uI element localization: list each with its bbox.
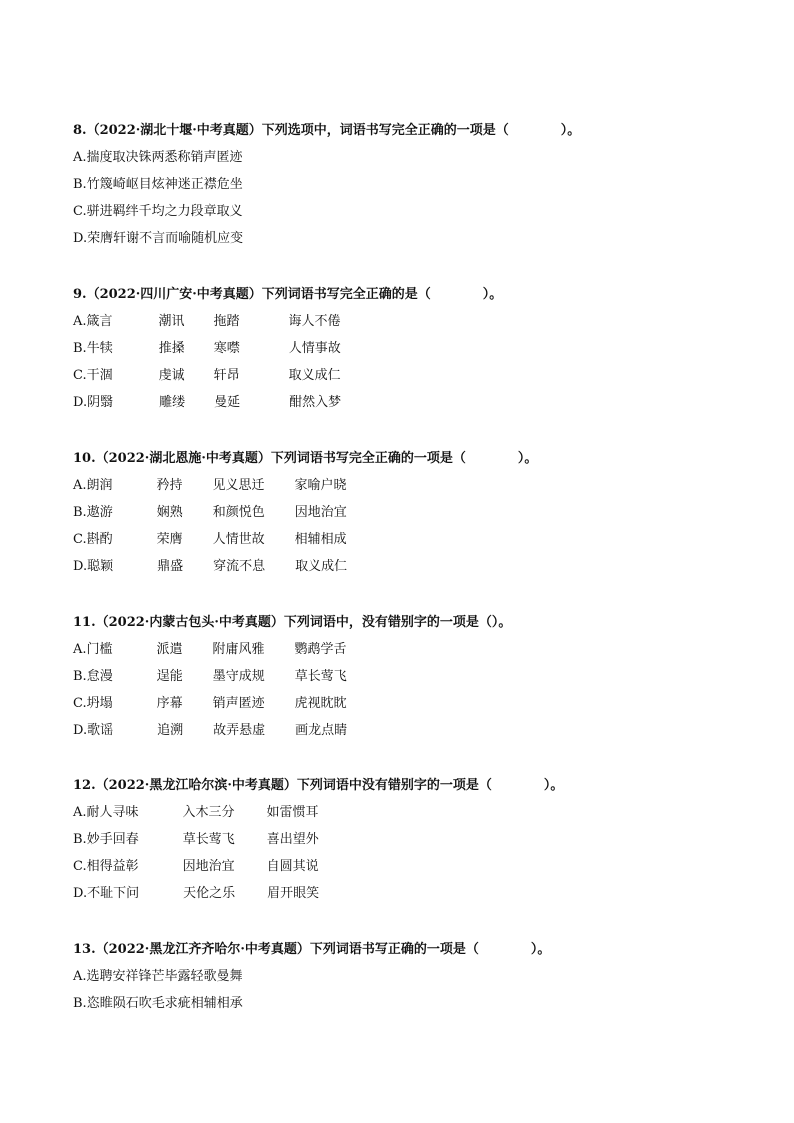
- option-letter: D.: [73, 559, 88, 574]
- option-letter: C.: [73, 532, 87, 547]
- option-b[interactable]: [73, 668, 753, 695]
- option-letter: D.: [73, 723, 88, 738]
- option-word: 喜出望外: [266, 832, 319, 847]
- option-word: 寒噤: [213, 341, 240, 356]
- option-word: 天伦之乐: [183, 886, 236, 901]
- option-word: 穿流不息: [213, 559, 266, 574]
- question-stem: 13.（2022·黑龙江齐齐哈尔·中考真题）下列词语书写正确的一项是（ ）。: [73, 942, 551, 957]
- question-stem: 10.（2022·湖北恩施·中考真题）下列词语书写完全正确的一项是（ ）。: [73, 451, 538, 466]
- option-word: 取义成仁: [288, 368, 341, 383]
- option-text: 选聘安祥锋芒毕露轻歌曼舞: [86, 969, 243, 984]
- option-b[interactable]: [73, 176, 753, 203]
- option-word: 推搡: [158, 341, 185, 356]
- option-word: 娴熟: [156, 505, 183, 520]
- option-word: 人情世故: [212, 532, 265, 547]
- option-word: 草长莺飞: [182, 832, 235, 847]
- option-word: 相辅相成: [294, 532, 347, 547]
- option-word: 荣膺: [156, 532, 183, 547]
- option-word: 遨游: [86, 505, 113, 520]
- option-text: 竹篾崎岖目炫神迷正襟危坐: [86, 177, 243, 192]
- option-letter: B.: [73, 177, 87, 192]
- option-word: 怠漫: [86, 669, 113, 684]
- option-word: 酣然入梦: [289, 395, 342, 410]
- option-a[interactable]: [73, 477, 753, 504]
- option-letter: C.: [73, 696, 87, 711]
- option-a[interactable]: [73, 968, 753, 995]
- option-letter: D.: [73, 395, 88, 410]
- option-word: 妙手回春: [86, 832, 139, 847]
- option-a[interactable]: [73, 149, 753, 176]
- option-d[interactable]: [73, 885, 753, 912]
- option-c[interactable]: [73, 695, 753, 722]
- option-word: 斟酌: [86, 532, 113, 547]
- option-text: 荣膺轩谢不言而喻随机应变: [87, 231, 244, 246]
- option-d[interactable]: [73, 230, 753, 257]
- option-letter: A.: [73, 969, 87, 984]
- question-10: [73, 450, 753, 585]
- option-word: 牛犊: [86, 341, 113, 356]
- option-text: 恣睢陨石吹毛求疵相辅相承: [86, 996, 243, 1011]
- option-word: 干涸: [86, 368, 113, 383]
- option-word: 潮讯: [158, 314, 185, 329]
- option-text: 揣度取决铢两悉称销声匿迹: [86, 150, 243, 165]
- option-letter: B.: [73, 341, 87, 356]
- option-letter: D.: [73, 231, 88, 246]
- question-stem: 12.（2022·黑龙江哈尔滨·中考真题）下列词语中没有错别字的一项是（ ）。: [73, 778, 564, 793]
- option-word: 人情事故: [288, 341, 341, 356]
- option-word: 拖踏: [213, 314, 240, 329]
- question-11: [73, 614, 753, 749]
- option-word: 和颜悦色: [212, 505, 265, 520]
- option-letter: A.: [73, 642, 87, 657]
- option-word: 轩昂: [213, 368, 240, 383]
- option-d[interactable]: [73, 394, 753, 421]
- option-word: 序幕: [156, 696, 183, 711]
- option-word: 鼎盛: [157, 559, 184, 574]
- option-word: 门槛: [86, 642, 113, 657]
- option-b[interactable]: [73, 340, 753, 367]
- option-word: 阴翳: [87, 395, 114, 410]
- option-letter: B.: [73, 996, 87, 1011]
- question-8: [73, 122, 753, 257]
- option-word: 坍塌: [86, 696, 113, 711]
- option-letter: B.: [73, 669, 87, 684]
- option-letter: C.: [73, 859, 87, 874]
- option-letter: B.: [73, 832, 87, 847]
- option-word: 诲人不倦: [288, 314, 341, 329]
- option-b[interactable]: [73, 995, 753, 1022]
- option-word: 虎视眈眈: [294, 696, 347, 711]
- option-word: 因地治宜: [294, 505, 347, 520]
- option-word: 朗润: [86, 478, 113, 493]
- option-word: 歌谣: [87, 723, 114, 738]
- option-word: 鹦鹉学舌: [294, 642, 347, 657]
- question-stem: 11.（2022·内蒙古包头·中考真题）下列词语中，没有错别字的一项是（）。: [73, 615, 512, 630]
- option-word: 不耻下问: [87, 886, 140, 901]
- option-word: 派遣: [156, 642, 183, 657]
- option-word: 因地治宜: [182, 859, 235, 874]
- option-word: 箴言: [86, 314, 113, 329]
- option-word: 追溯: [157, 723, 184, 738]
- option-word: 附庸风雅: [212, 642, 265, 657]
- option-word: 画龙点睛: [295, 723, 348, 738]
- option-letter: C.: [73, 368, 87, 383]
- option-d[interactable]: [73, 722, 753, 749]
- option-word: 虔诚: [158, 368, 185, 383]
- option-word: 家喻户晓: [294, 478, 347, 493]
- option-word: 取义成仁: [295, 559, 348, 574]
- option-word: 故弄悬虚: [213, 723, 266, 738]
- option-word: 墨守成规: [212, 669, 265, 684]
- option-letter: C.: [73, 204, 87, 219]
- option-word: 耐人寻味: [86, 805, 139, 820]
- option-word: 聪颖: [87, 559, 114, 574]
- option-letter: A.: [73, 478, 87, 493]
- option-letter: A.: [73, 314, 87, 329]
- option-word: 见义思迁: [212, 478, 265, 493]
- option-c[interactable]: [73, 858, 753, 885]
- option-word: 雕缕: [159, 395, 186, 410]
- option-text: 骈进羁绊千均之力段章取义: [86, 204, 243, 219]
- option-word: 草长莺飞: [294, 669, 347, 684]
- option-word: 入木三分: [182, 805, 235, 820]
- option-word: 相得益彰: [86, 859, 139, 874]
- option-word: 自圆其说: [266, 859, 319, 874]
- option-word: 曼延: [214, 395, 241, 410]
- option-word: 眉开眼笑: [267, 886, 320, 901]
- option-a[interactable]: [73, 804, 753, 831]
- option-word: 如雷惯耳: [266, 805, 319, 820]
- option-letter: A.: [73, 150, 87, 165]
- option-letter: D.: [73, 886, 88, 901]
- option-a[interactable]: [73, 641, 753, 668]
- question-9: [73, 286, 753, 421]
- option-letter: A.: [73, 805, 87, 820]
- option-b[interactable]: [73, 504, 753, 531]
- option-d[interactable]: [73, 558, 753, 585]
- option-c[interactable]: [73, 203, 753, 230]
- option-word: 矜持: [156, 478, 183, 493]
- option-a[interactable]: [73, 313, 753, 340]
- option-word: 销声匿迹: [212, 696, 265, 711]
- option-b[interactable]: [73, 831, 753, 858]
- option-c[interactable]: [73, 367, 753, 394]
- option-letter: B.: [73, 505, 87, 520]
- question-stem: 9.（2022·四川广安·中考真题）下列词语书写完全正确的是（ ）。: [73, 287, 503, 302]
- question-stem: 8.（2022·湖北十堰·中考真题）下列选项中，词语书写完全正确的一项是（ ）。: [73, 123, 581, 138]
- question-13: [73, 941, 753, 1022]
- option-word: 逞能: [156, 669, 183, 684]
- question-12: [73, 777, 753, 912]
- option-c[interactable]: [73, 531, 753, 558]
